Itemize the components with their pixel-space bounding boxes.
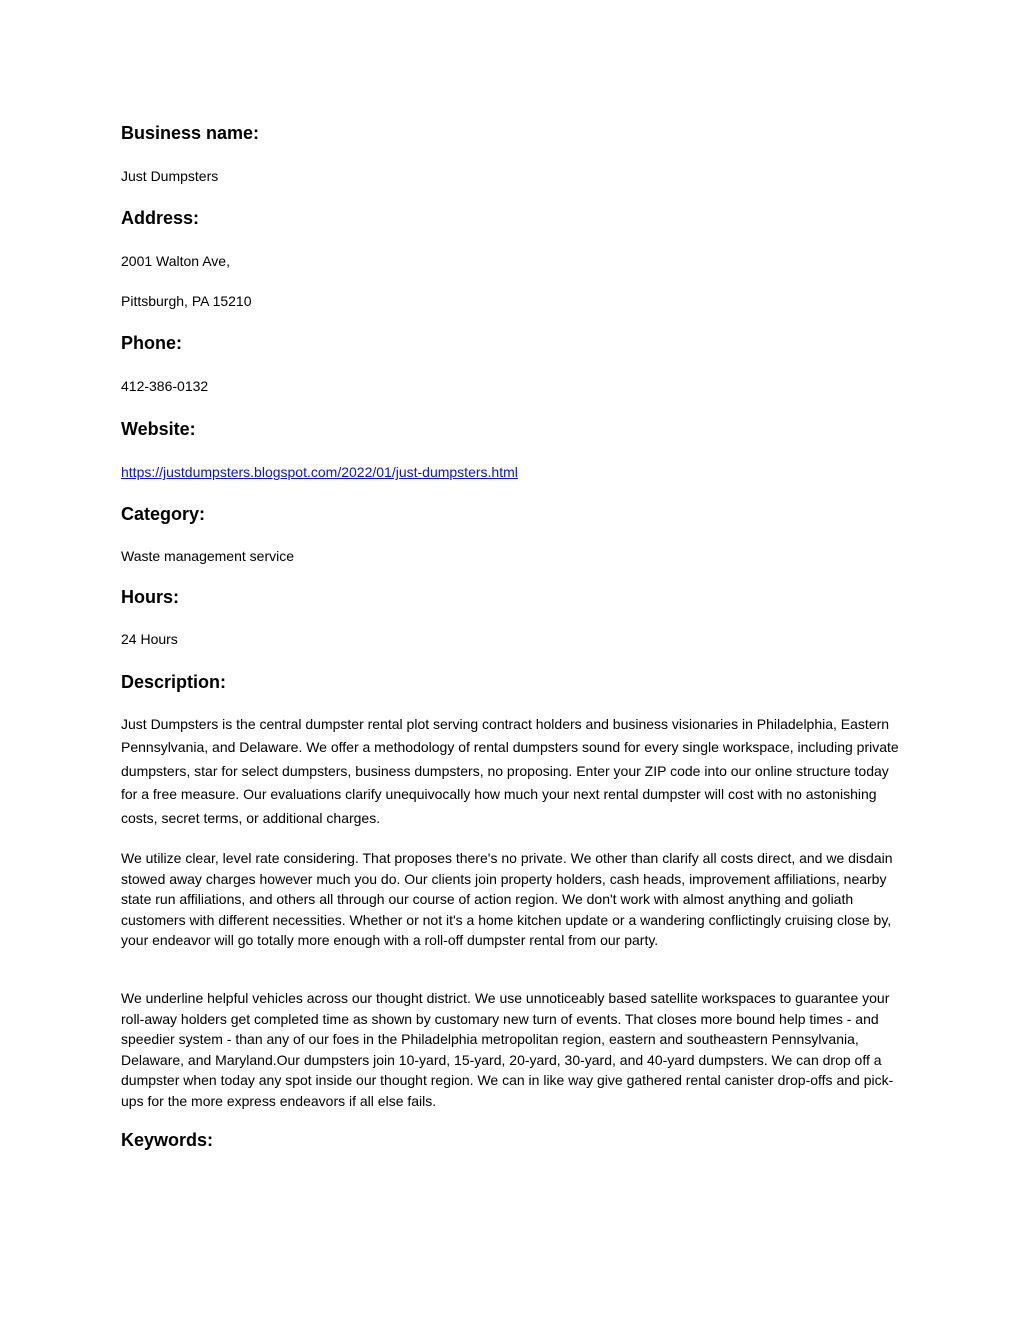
business-name-heading: Business name: [121,123,260,143]
category-value: Waste management service [121,548,294,564]
document-page [121,0,906,1325]
address-heading: Address: [121,208,200,228]
description-paragraph-1: Just Dumpsters is the central dumpster rental plot serving contract holders and business visionaries in Philadelphia, Eastern Pennsylvania, and Delaware. We offer a methodology of rental dumpsters sound for every single workspace, including private dumpsters, star for select dumpsters, business dumpsters, no proposing. Enter your ZIP code into our online structure today for a free measure. Our evaluations clarify unequivocally how much your next rental dumpster will cost with no astonishing costs, secret terms, or additional charges. [121,716,899,826]
description-paragraph-3: We underline helpful vehicles across our thought district. We use unnoticeably based satellite workspaces to guarantee your roll-away holders get completed time as shown by customary new turn of events. That closes more bound help times - and speedier system - than any of our foes in the Philadelphia metropolitan region, eastern and southeastern Pennsylvania, Delaware, and Maryland.Our dumpsters join 10-yard, 15-yard, 20-yard, 30-yard, and 40-yard dumpsters. We can drop off a dumpster when today any spot inside our thought region. We can in like way give gathered rental canister drop-offs and pick-ups for the more express endeavors if all else fails. [121,990,894,1109]
phone-value: 412-386-0132 [121,378,209,394]
description-heading: Description: [121,672,227,692]
category-heading: Category: [121,504,206,524]
keywords-heading: Keywords: [121,1130,214,1150]
hours-value: 24 Hours [121,631,178,647]
address-line-2: Pittsburgh, PA 15210 [121,293,252,309]
address-line-1: 2001 Walton Ave, [121,253,230,269]
description-paragraph-2: We utilize clear, level rate considering. That proposes there's no private. We other than clarify all costs direct, and we disdain stowed away charges however much you do. Our clients join property holders, cash heads, improvement affiliations, nearby state run affiliations, and others all through our course of action region. We don't work with almost anything and goliath customers with different necessities. Whether or not it's a home kitchen update or a wandering conflictingly cruising close by, your endeavor will go totally more enough with a roll-off dumpster rental from our party. [121,850,893,948]
website-link[interactable]: https://justdumpsters.blogspot.com/2022/01/just-dumpsters.html [121,464,518,480]
website-heading: Website: [121,419,196,439]
hours-heading: Hours: [121,587,179,607]
business-name-value: Just Dumpsters [121,168,219,184]
phone-heading: Phone: [121,333,182,353]
